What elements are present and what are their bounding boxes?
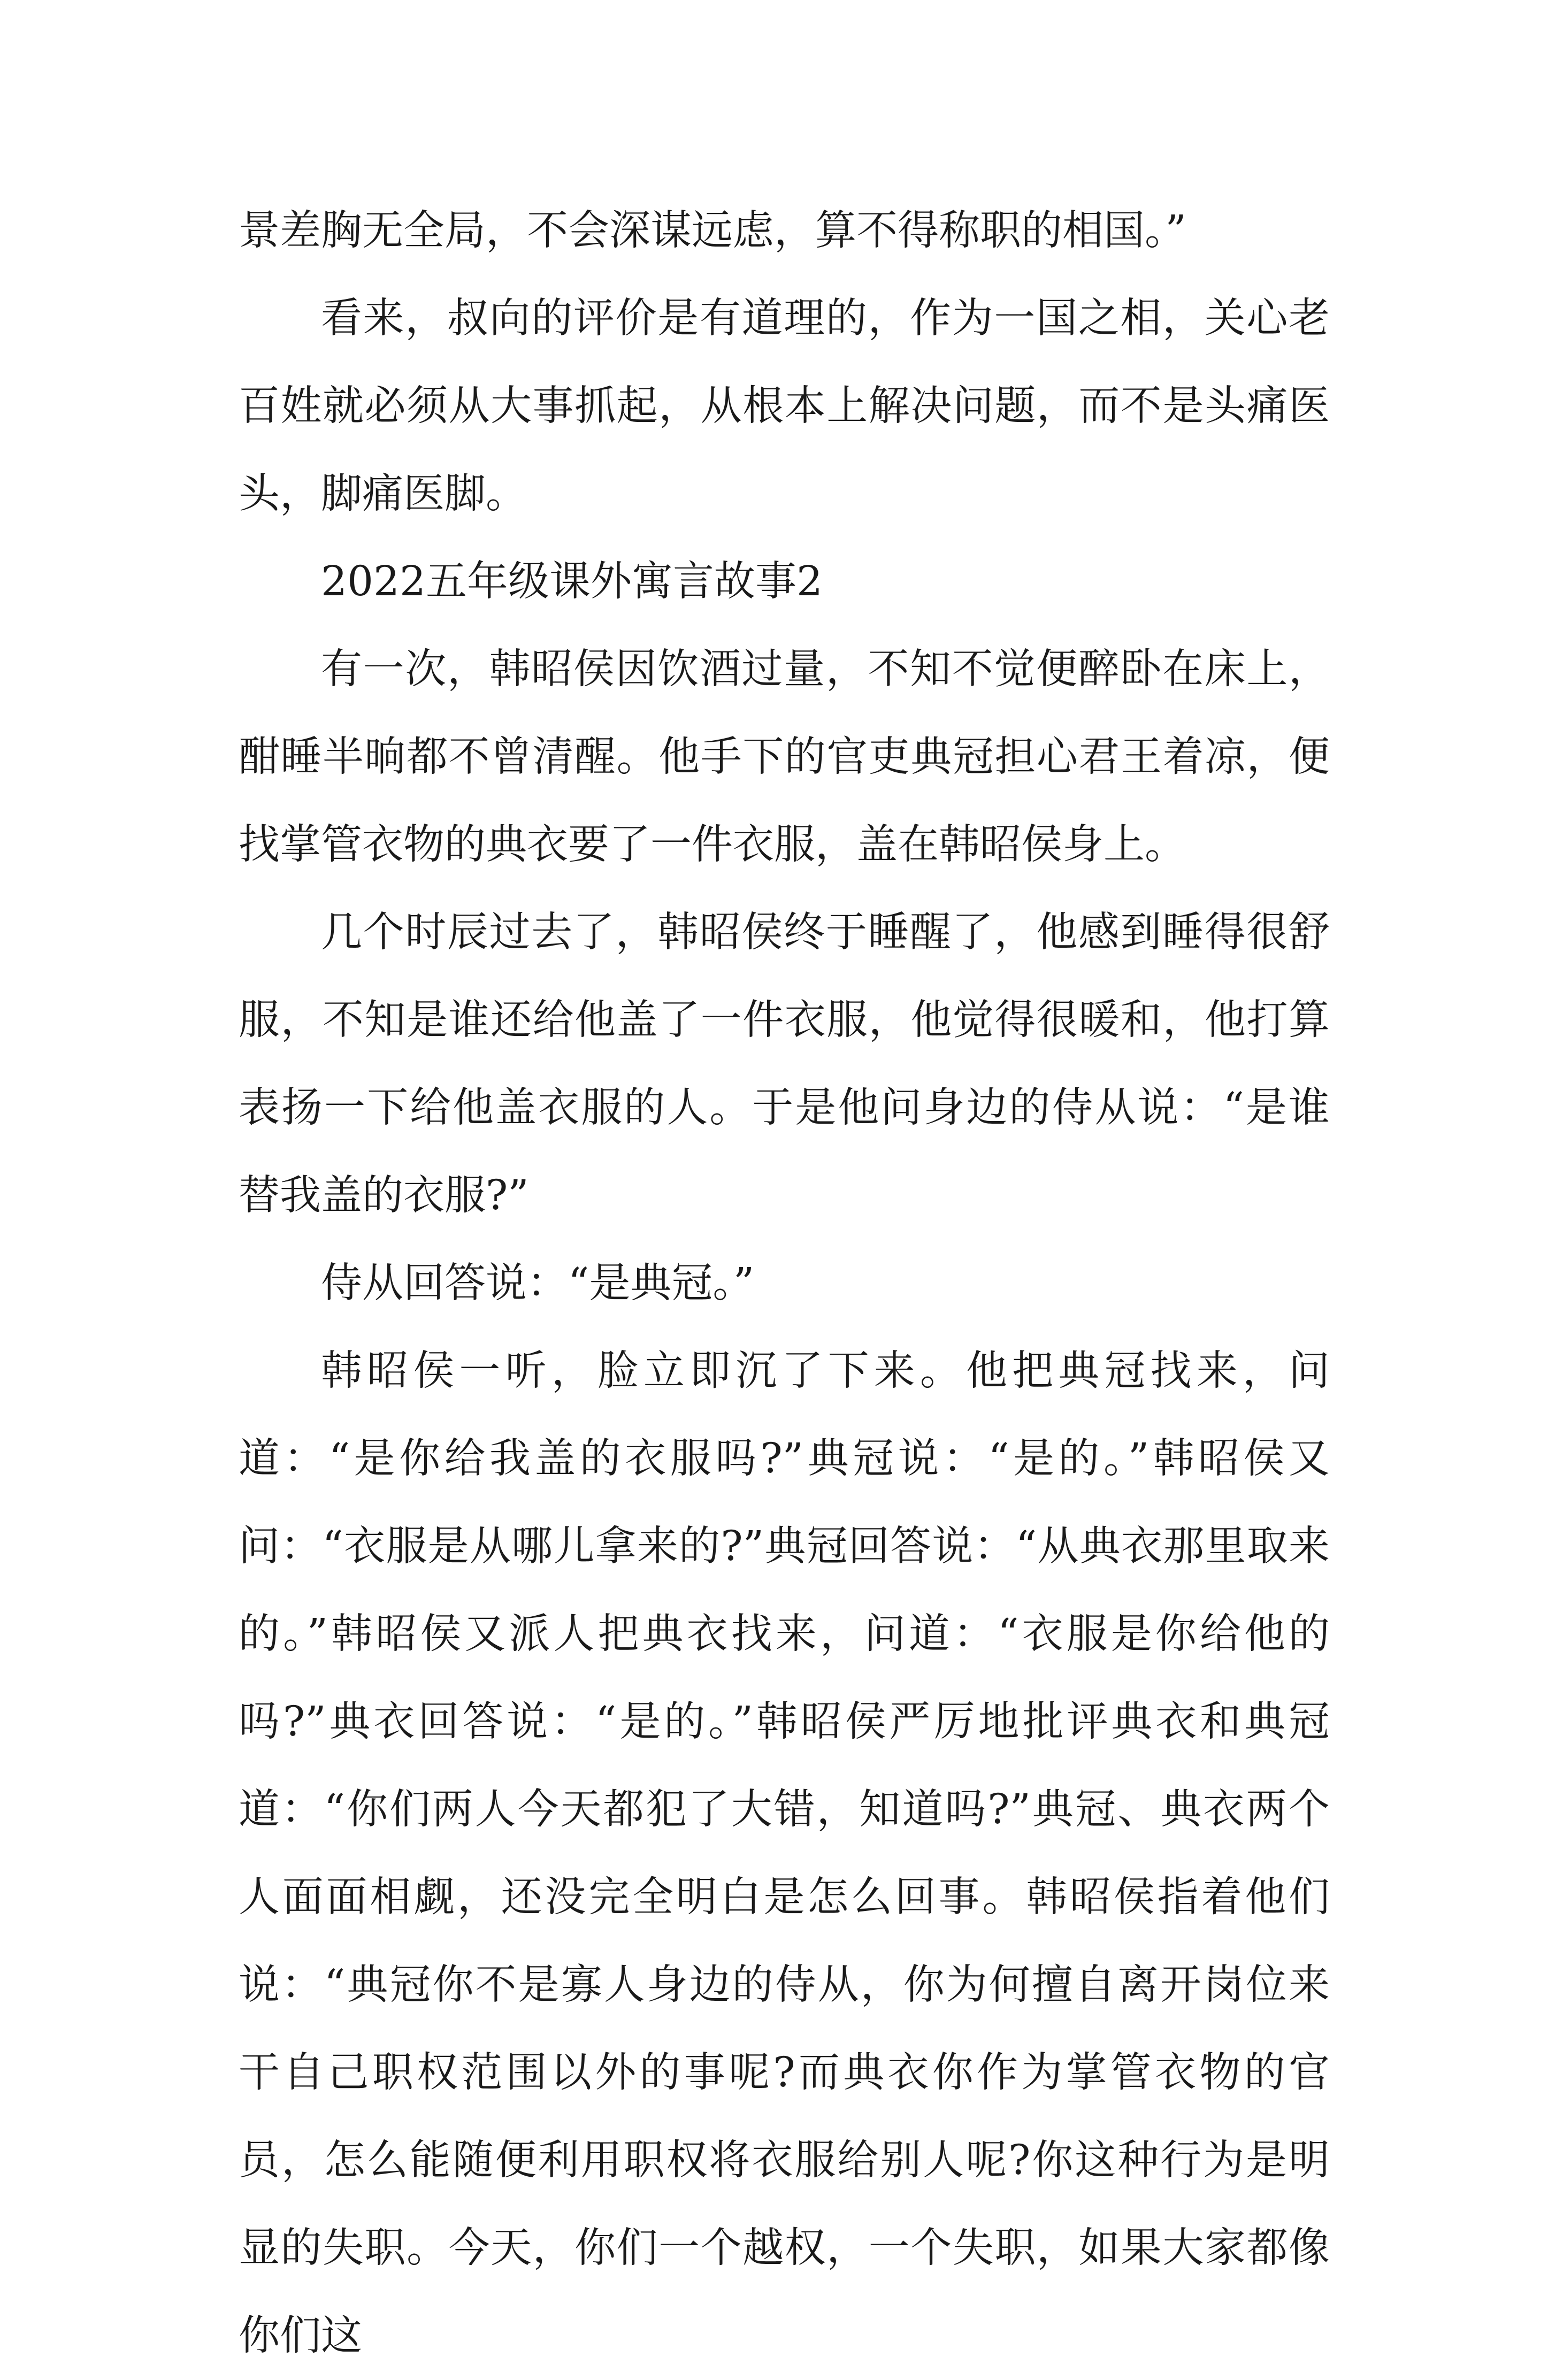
document-body (239, 187, 1330, 2380)
paragraph-continuation: 景差胸无全局，不会深谋远虑，算不得称职的相国。” (239, 207, 1186, 255)
paragraph-story-intro: 有一次，韩昭侯因饮酒过量，不知不觉便醉卧在床上，酣睡半晌都不曾清醒。他手下的官吏典冠担心君王着凉，便找掌管衣物的典衣要了一件衣服，盖在韩昭侯身上。 (239, 646, 1330, 869)
paragraph-story-wake: 几个时辰过去了，韩昭侯终于睡醒了，他感到睡得很舒服，不知是谁还给他盖了一件衣服，他觉得很暖和，他打算表扬一下给他盖衣服的人。于是他问身边的侍从说：“是谁替我盖的衣服?” (239, 909, 1330, 1219)
paragraph-story-judgement: 韩昭侯一听，脸立即沉了下来。他把典冠找来，问道：“是你给我盖的衣服吗?”典冠说：“是的。”韩昭侯又问：“衣服是从哪儿拿来的?”典冠回答说：“从典衣那里取来的。”韩昭侯又派人把典衣找来，问道：“衣服是你给他的吗?”典衣回答说：“是的。”韩昭侯严厉地批评典衣和典冠道：“你们两人今天都犯了大错，知道吗?”典冠、典衣两个人面面相觑，还没完全明白是怎么回事。韩昭侯指着他们说：“典冠你不是寡人身边的侍从，你为何擅自离开岗位来干自己职权范围以外的事呢?而典衣你作为掌管衣物的官员，怎么能随便利用职权将衣服给别人呢?你这种行为是明显的失职。今天，你们一个越权，一个失职，如果大家都像你们这 (239, 1347, 1330, 2360)
paragraph-attendant-answer: 侍从回答说：“是典冠。” (321, 1260, 755, 1307)
story-heading: 2022五年级课外寓言故事2 (321, 558, 823, 605)
paragraph-commentary: 看来，叔向的评价是有道理的，作为一国之相，关心老百姓就必须从大事抓起，从根本上解决问题，而不是头痛医头，脚痛医脚。 (239, 295, 1330, 518)
